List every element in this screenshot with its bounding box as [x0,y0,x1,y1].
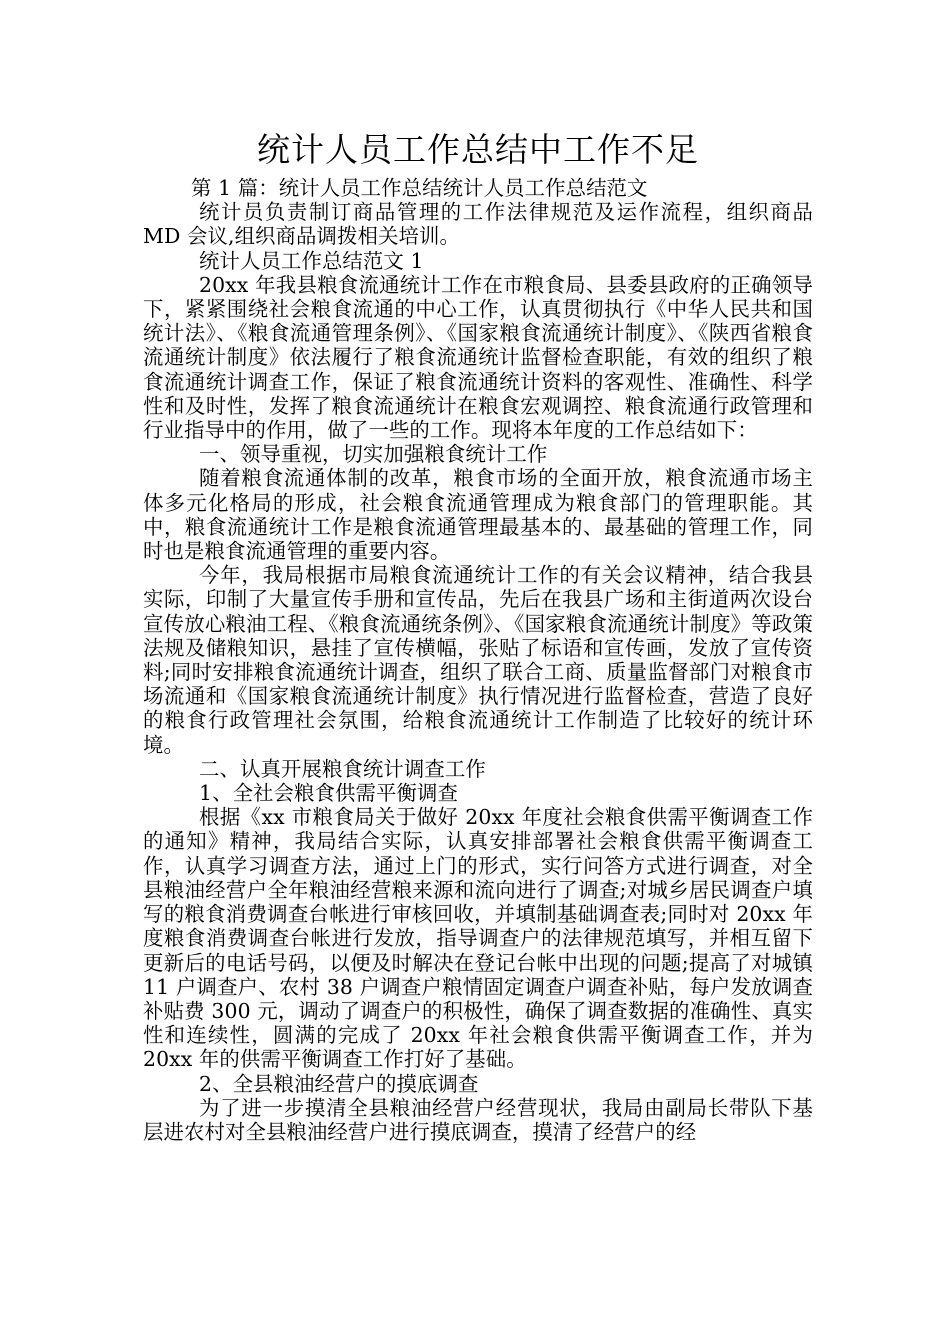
article-heading: 第 1 篇：统计人员工作总结统计人员工作总结范文 [191,176,648,200]
paragraph-overview: 20xx 年我县粮食流通统计工作在市粮食局、县委县政府的正确领导下，紧紧围绕社会粮食流通的中心工作，认真贯彻执行《中华人民共和国统计法》、《粮食流通管理条例》、《国家粮食流通统计制度》、《陕西省粮食流通统计制度》依法履行了粮食流通统计监督检查职能，有效的组织了粮食流通统计调查工作，保证了粮食流通统计资料的客观性、准确性、科学性和及时性，发挥了粮食流通统计在粮食宏观调控、粮食流通行政管理和行业指导中的作用，做了一些的工作。现将本年度的工作总结如下： [143,272,813,443]
paragraph-survey: 根据《xx 市粮食局关于做好 20xx 年度社会粮食供需平衡调查工作的通知》精神，我局结合实际，认真安排部署社会粮食供需平衡调查工作，认真学习调查方法，通过上门的形式，实行问答方式进行调查，对全县粮油经营户全年粮油经营粮来源和流向进行了调查;对城乡居民调查户填写的粮食消费调查台帐进行审核回收，并填制基础调查表;同时对 20xx 年度粮食消费调查台帐进行发放，指导调查户的法律规范填写，并相互留下更新后的电话号码，以便及时解决在登记台帐中出现的问题;提高了对城镇 11 户调查户、农村 38 户调查户粮情固定调查户调查补贴，每户发放调查补贴费 300 元，调动了调查户的积极性，确保了调查数据的准确性、真实性和连续性，圆满的完成了 20xx 年社会粮食供需平衡调查工作，并为 20xx 年的供需平衡调查工作打好了基础。 [143,805,813,1072]
subsection-heading-2-1: 1、全社会粮食供需平衡调查 [199,781,458,806]
section-heading-1: 一、领导重视，切实加强粮食统计工作 [199,442,548,467]
section-heading-sample: 统计人员工作总结范文 1 [199,248,424,273]
paragraph-publicity: 今年，我局根据市局粮食流通统计工作的有关会议精神，结合我县实际，印制了大量宣传手册和宣传品，先后在我县广场和主街道两次设台宣传放心粮油工程、《粮食流通统条例》、《国家粮食流通统计制度》等政策法规及储粮知识，悬挂了宣传横幅，张贴了标语和宣传画，发放了宣传资料;同时安排粮食流通统计调查，组织了联合工商、质量监督部门对粮食市场流通和《国家粮食流通统计制度》执行情况进行监督检查，营造了良好的粮食行政管理社会氛围，给粮食流通统计工作制造了比较好的统计环境。 [143,563,813,757]
subsection-heading-2-2: 2、全县粮油经营户的摸底调查 [199,1071,479,1096]
document-page [143,128,813,1144]
paragraph-investigation: 为了进一步摸清全县粮油经营户经营现状，我局由副局长带队下基层进农村对全县粮油经营户进行摸底调查，摸清了经营户的经 [143,1095,813,1144]
paragraph-intro: 统计员负责制订商品管理的工作法律规范及运作流程，组织商品 MD 会议,组织商品调拨相关培训。 [143,200,813,249]
section-heading-2: 二、认真开展粮食统计调查工作 [199,756,486,781]
paragraph-reform: 随着粮食流通体制的改革，粮食市场的全面开放，粮食流通市场主体多元化格局的形成，社会粮食流通管理成为粮食部门的管理职能。其中，粮食流通统计工作是粮食流通管理最基本的、最基础的管理工作，同时也是粮食流通管理的重要内容。 [143,466,813,564]
document-title: 统计人员工作总结中工作不足 [257,130,699,169]
